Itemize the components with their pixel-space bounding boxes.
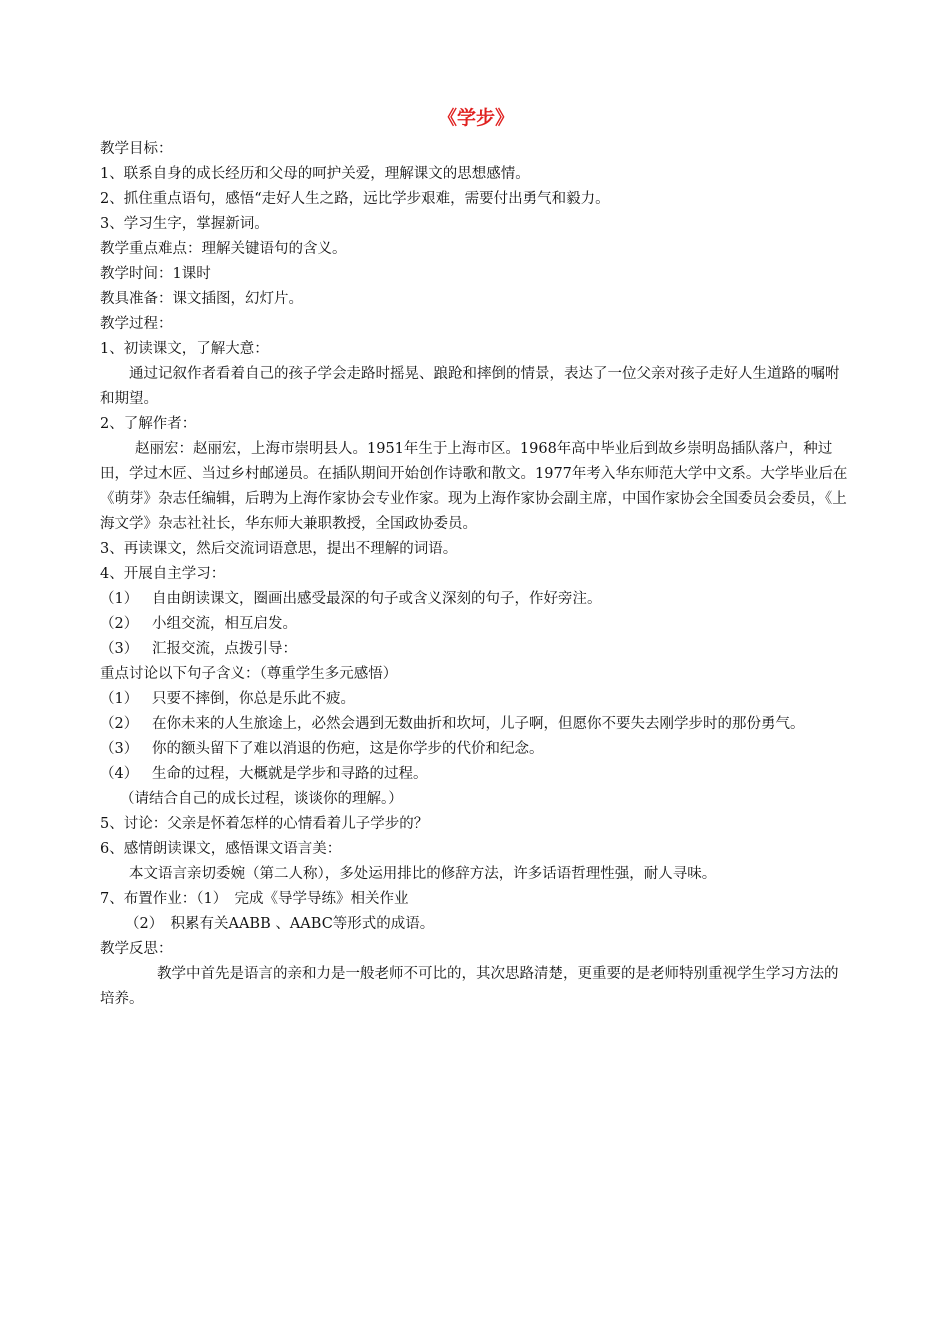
document-title: 《学步》: [437, 107, 514, 129]
sentence-text: 在你未来的人生旅途上，必然会遇到无数曲折和坎坷，儿子啊，但愿你不要失去刚学步时的那份勇气。: [152, 716, 805, 732]
lesson-plan-document: [100, 103, 852, 1012]
study-item: [100, 612, 852, 637]
step1-heading: 1、初读课文，了解大意：: [100, 341, 269, 357]
discussion-sentence: [100, 687, 852, 712]
study-item-text: 汇报交流，点拨引导：: [152, 641, 297, 657]
sentence-text: 生命的过程，大概就是学步和寻路的过程。: [152, 766, 428, 782]
sentence-number: （1）: [100, 691, 139, 707]
study-item-text: 自由朗读课文，圈画出感受最深的句子或含义深刻的句子，作好旁注。: [152, 591, 602, 607]
study-item: [100, 587, 852, 612]
study-item-number: （3）: [100, 641, 139, 657]
discussion-sentence: [100, 737, 852, 762]
step4-heading: 4、开展自主学习：: [100, 566, 226, 582]
key-points: 教学重点难点：理解关键语句的含义。: [100, 241, 347, 257]
process-heading: 教学过程：: [100, 316, 173, 332]
step1-text: 通过记叙作者看着自己的孩子学会走路时摇晃、踉跄和摔倒的情景，表达了一位父亲对孩子走好人生道路的嘱咐和期望。: [100, 366, 840, 407]
sentence-text: 只要不摔倒，你总是乐此不疲。: [152, 691, 355, 707]
reflection-text: 教学中首先是语言的亲和力是一般老师不可比的，其次思路清楚，更重要的是老师特别重视学生学习方法的培养。: [100, 966, 839, 1007]
study-item: [100, 637, 852, 662]
step3: 3、再读课文，然后交流词语意思，提出不理解的词语。: [100, 541, 458, 557]
step6-text: 本文语言亲切委婉（第二人称），多处运用排比的修辞方法，许多话语哲理性强，耐人寻味。: [129, 866, 717, 882]
step7-item2: （2） 积累有关AABB 、AABC等形式的成语。: [125, 916, 435, 932]
study-item-text: 小组交流，相互启发。: [152, 616, 297, 632]
teaching-materials: 教具准备：课文插图，幻灯片。: [100, 291, 303, 307]
objective-item: 1、联系自身的成长经历和父母的呵护关爱，理解课文的思想感情。: [100, 166, 530, 182]
discussion-note: （请结合自己的成长过程，谈谈你的理解。）: [120, 791, 403, 807]
teaching-time: 教学时间：1课时: [100, 266, 211, 282]
discussion-sentence: [100, 712, 852, 737]
step6-heading: 6、感情朗读课文，感悟课文语言美：: [100, 841, 342, 857]
step7-heading: 7、布置作业：（1） 完成《导学导练》相关作业: [100, 891, 409, 907]
discussion-sentence: [100, 762, 852, 787]
sentence-number: （3）: [100, 741, 139, 757]
objective-item: 2、抓住重点语句，感悟“走好人生之路，远比学步艰难，需要付出勇气和毅力。: [100, 191, 610, 207]
sentence-text: 你的额头留下了难以消退的伤疤，这是你学步的代价和纪念。: [152, 741, 544, 757]
author-bio: 赵丽宏：赵丽宏，上海市崇明县人。1951年生于上海市区。1968年高中毕业后到故乡崇明岛插队落户，种过田，学过木匠、当过乡村邮递员。在插队期间开始创作诗歌和散文。1977年考入华东师范大学中文系。大学毕业后在《萌芽》杂志任编辑，后聘为上海作家协会专业作家。现为上海作家协会副主席，中国作家协会全国委员会委员，《上海文学》杂志社社长，华东师大兼职教授，全国政协委员。: [100, 441, 848, 532]
reflection-heading: 教学反思：: [100, 941, 173, 957]
study-item-number: （2）: [100, 616, 139, 632]
step2-heading: 2、了解作者：: [100, 416, 197, 432]
discussion-heading: 重点讨论以下句子含义：（尊重学生多元感悟）: [100, 666, 398, 682]
study-item-number: （1）: [100, 591, 139, 607]
sentence-number: （4）: [100, 766, 139, 782]
objective-item: 3、学习生字，掌握新词。: [100, 216, 269, 232]
sentence-number: （2）: [100, 716, 139, 732]
objectives-heading: 教学目标：: [100, 141, 173, 157]
step5: 5、讨论：父亲是怀着怎样的心情看着儿子学步的？: [100, 816, 429, 832]
